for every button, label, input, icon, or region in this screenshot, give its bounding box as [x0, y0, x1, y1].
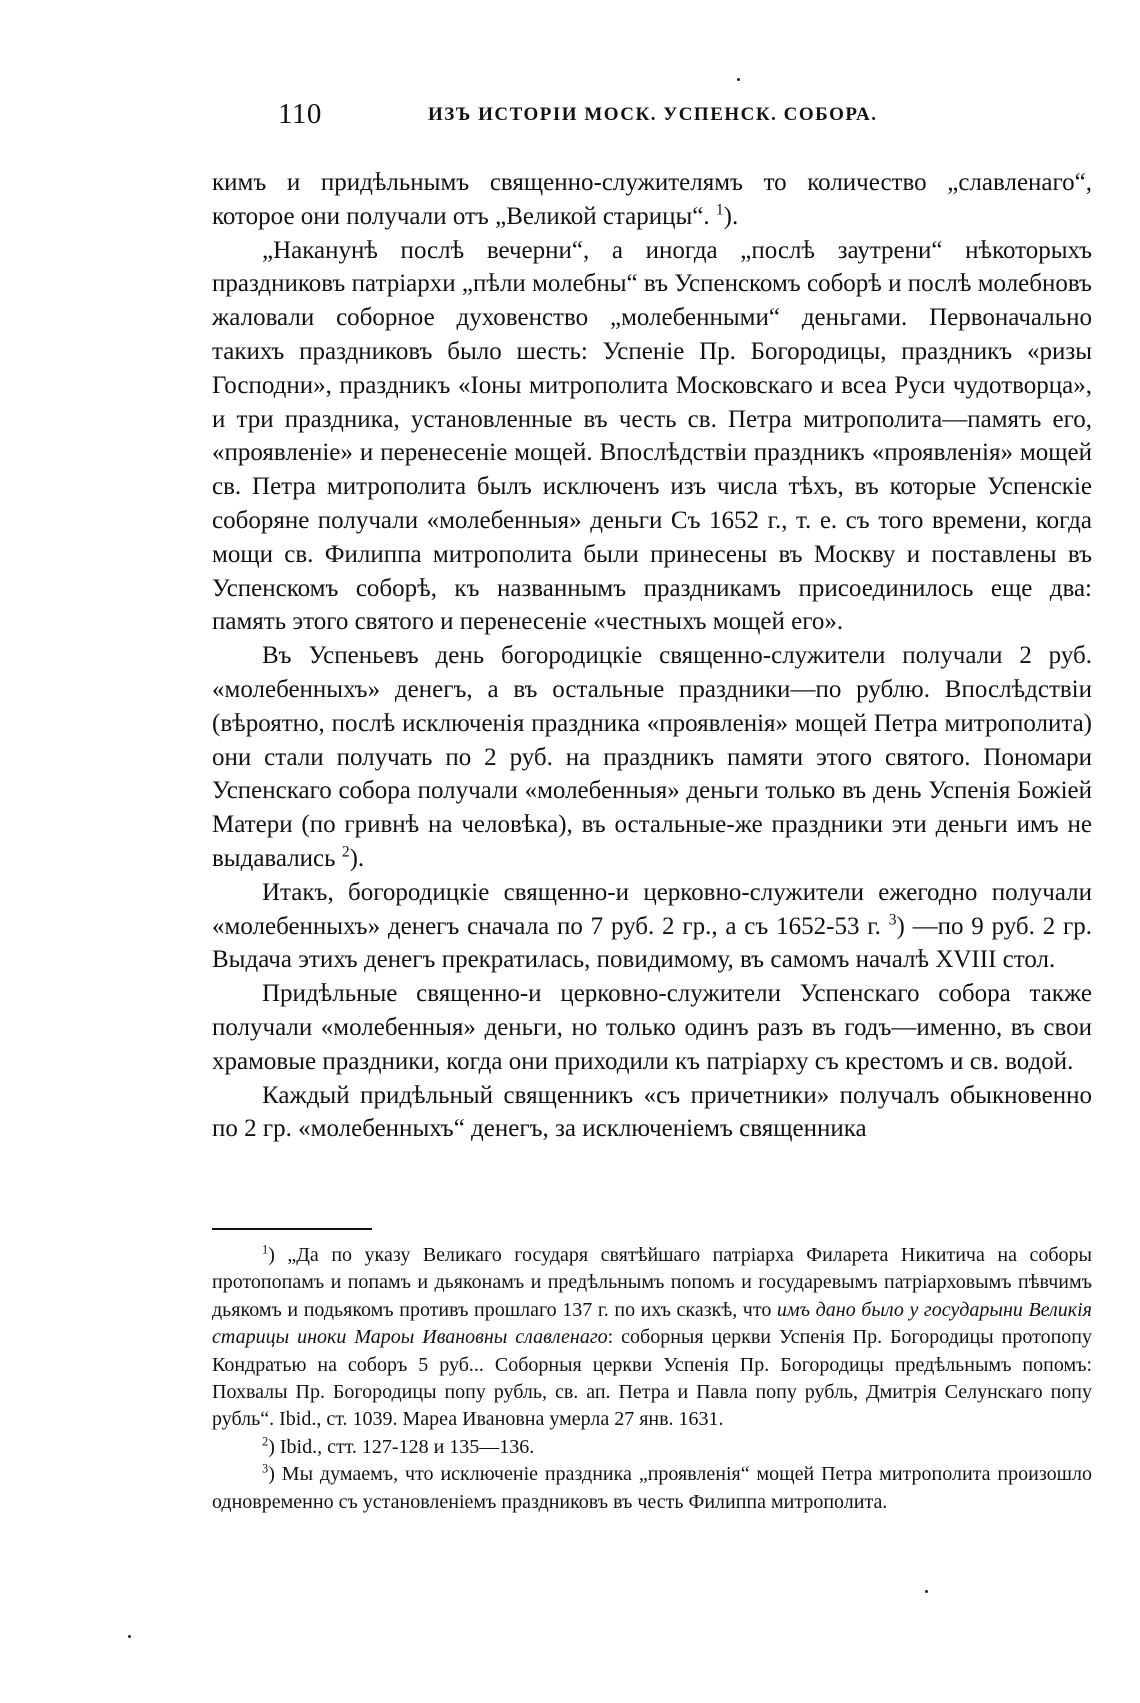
footnote-mark: 2 [262, 1434, 269, 1449]
scan-speck [737, 78, 740, 81]
paragraph-text: Итакъ, богородицкіе священно-и церковно-служители ежегодно получали «молебенныхъ» денегъ сначала по 7 руб. 2 гр., а съ 1652-53 г. [212, 878, 1092, 940]
footnote-1 [212, 1242, 1092, 1434]
footnote-mark: 3 [262, 1461, 269, 1476]
footnote-2 [212, 1434, 1092, 1461]
main-text [212, 166, 1092, 1146]
footnote-ref: 2 [341, 843, 350, 861]
footnote-mark: 1 [262, 1242, 269, 1257]
paragraph-continuation [212, 166, 1092, 234]
paragraph-text: кимъ и придѣльнымъ священно-служителямъ то количество „славленаго“, которое они получали отъ „Великой старицы“. [212, 169, 1092, 230]
paragraph-text-end: ) —по 9 руб. 2 гр. Выдача этихъ денегъ прекратилась, повидимому, въ самомъ началѣ XVIII стол. [212, 912, 1092, 974]
footnotes [212, 1242, 1092, 1516]
footnote-text: ) Мы думаемъ, что исключеніе праздника „проявленія“ мощей Петра митрополита произошло одновременно съ установленіемъ праздниковъ въ честь Филиппа митрополита. [212, 1463, 1092, 1513]
page-number: 110 [278, 98, 322, 130]
footnote-text-end: : соборныя церкви Успенія Пр. Богородицы протопопу Кондратью на соборъ 5 руб... Соборныя церкви Успенія Пр. Богородицы предѣльнымъ попомъ: Похвалы Пр. Богородицы попу рубль, св. ап. Петра и Павла попу рубль, Дмитрія Селунскаго попу рубль“. Ibid., ст. 1039. Мареа Ивановна умерла 27 янв. 1631. [212, 1326, 1092, 1431]
paragraph [212, 876, 1092, 977]
footnote-3 [212, 1461, 1092, 1516]
running-title: ИЗЪ ИСТОРІИ МОСК. УСПЕНСК. СОБОРА. [428, 104, 878, 125]
footnote-divider [212, 1228, 372, 1230]
paragraph-text: Въ Успеньевъ день богородицкіе священно-служители получали 2 руб. «молебенныхъ» денегъ, а въ остальные праздники—по рублю. Впослѣдствіи (вѣроятно, послѣ исключенія праздника «проявленія» мощей Петра митрополита) они стали получать по 2 руб. на праздникъ памяти этого святого. Пономари Успенскаго собора получали «молебенныя» деньги только въ день Успенія Божіей Матери (по гривнѣ на человѣка), въ остальные-же праздники эти деньги имъ не выдавались [212, 642, 1092, 872]
paragraph [212, 639, 1092, 876]
scan-speck [925, 1590, 928, 1593]
footnote-ref: 3 [888, 911, 897, 929]
scan-speck [128, 1635, 131, 1638]
running-head [278, 98, 918, 138]
paragraph-text-end: ). [349, 844, 365, 872]
paragraph: „Наканунѣ послѣ вечерни“, а иногда „послѣ заутрени“ нѣкоторыхъ праздниковъ патріархи „пѣли молебны“ въ Успенскомъ соборѣ и послѣ молебновъ жаловали соборное духовенство „молебенными“ деньгами. Первоначально такихъ праздниковъ было шесть: Успеніе Пр. Богородицы, праздникъ «ризы Господни», праздникъ «Іоны митрополита Московскаго и всеа Руси чудотворца», и три праздника, установленные въ честь св. Петра митрополита—память его, «проявленіе» и перенесеніе мощей. Впослѣдствіи праздникъ «проявленія» мощей св. Петра митрополита былъ исключенъ изъ числа тѣхъ, въ которые Успенскіе соборяне получали «молебенныя» деньги Съ 1652 г., т. е. съ того времени, когда мощи св. Филиппа митрополита были принесены въ Москву и поставлены въ Успенскомъ соборѣ, къ названнымъ праздникамъ присоединилось еще два: память этого святого и перенесеніе «честныхъ мощей его». [212, 236, 1092, 636]
footnote-text: ) „Да по указу Великаго государя святѣйшаго патріарха Филарета Никитича на соборы протопопамъ и попамъ и дьяконамъ и предѣльнымъ попомъ и государевымъ патріарховымъ пѣвчимъ дьякомъ и подьякомъ противъ прошлаго 137 г. по ихъ сказкѣ, что [212, 1244, 1092, 1321]
footnote-ref: 1 [715, 201, 724, 219]
footnote-text: ) Ibid., стт. 127-128 и 135—136. [268, 1435, 535, 1458]
paragraph: Каждый придѣльный священникъ «съ причетники» получалъ обыкновенно по 2 гр. «молебенныхъ“ денегъ, за исключеніемъ священника [212, 1081, 1092, 1143]
paragraph-text-end: ). [723, 202, 739, 230]
paragraph: Придѣльные священно-и церковно-служители Успенскаго собора также получали «молебенныя» деньги, но только одинъ разъ въ годъ—именно, въ свои храмовые праздники, когда они приходили къ патріарху съ крестомъ и св. водой. [212, 980, 1092, 1075]
footnote-quote: имъ дано было у государыни Великія старицы иноки Мароы Ивановны славленаго [212, 1298, 1092, 1349]
